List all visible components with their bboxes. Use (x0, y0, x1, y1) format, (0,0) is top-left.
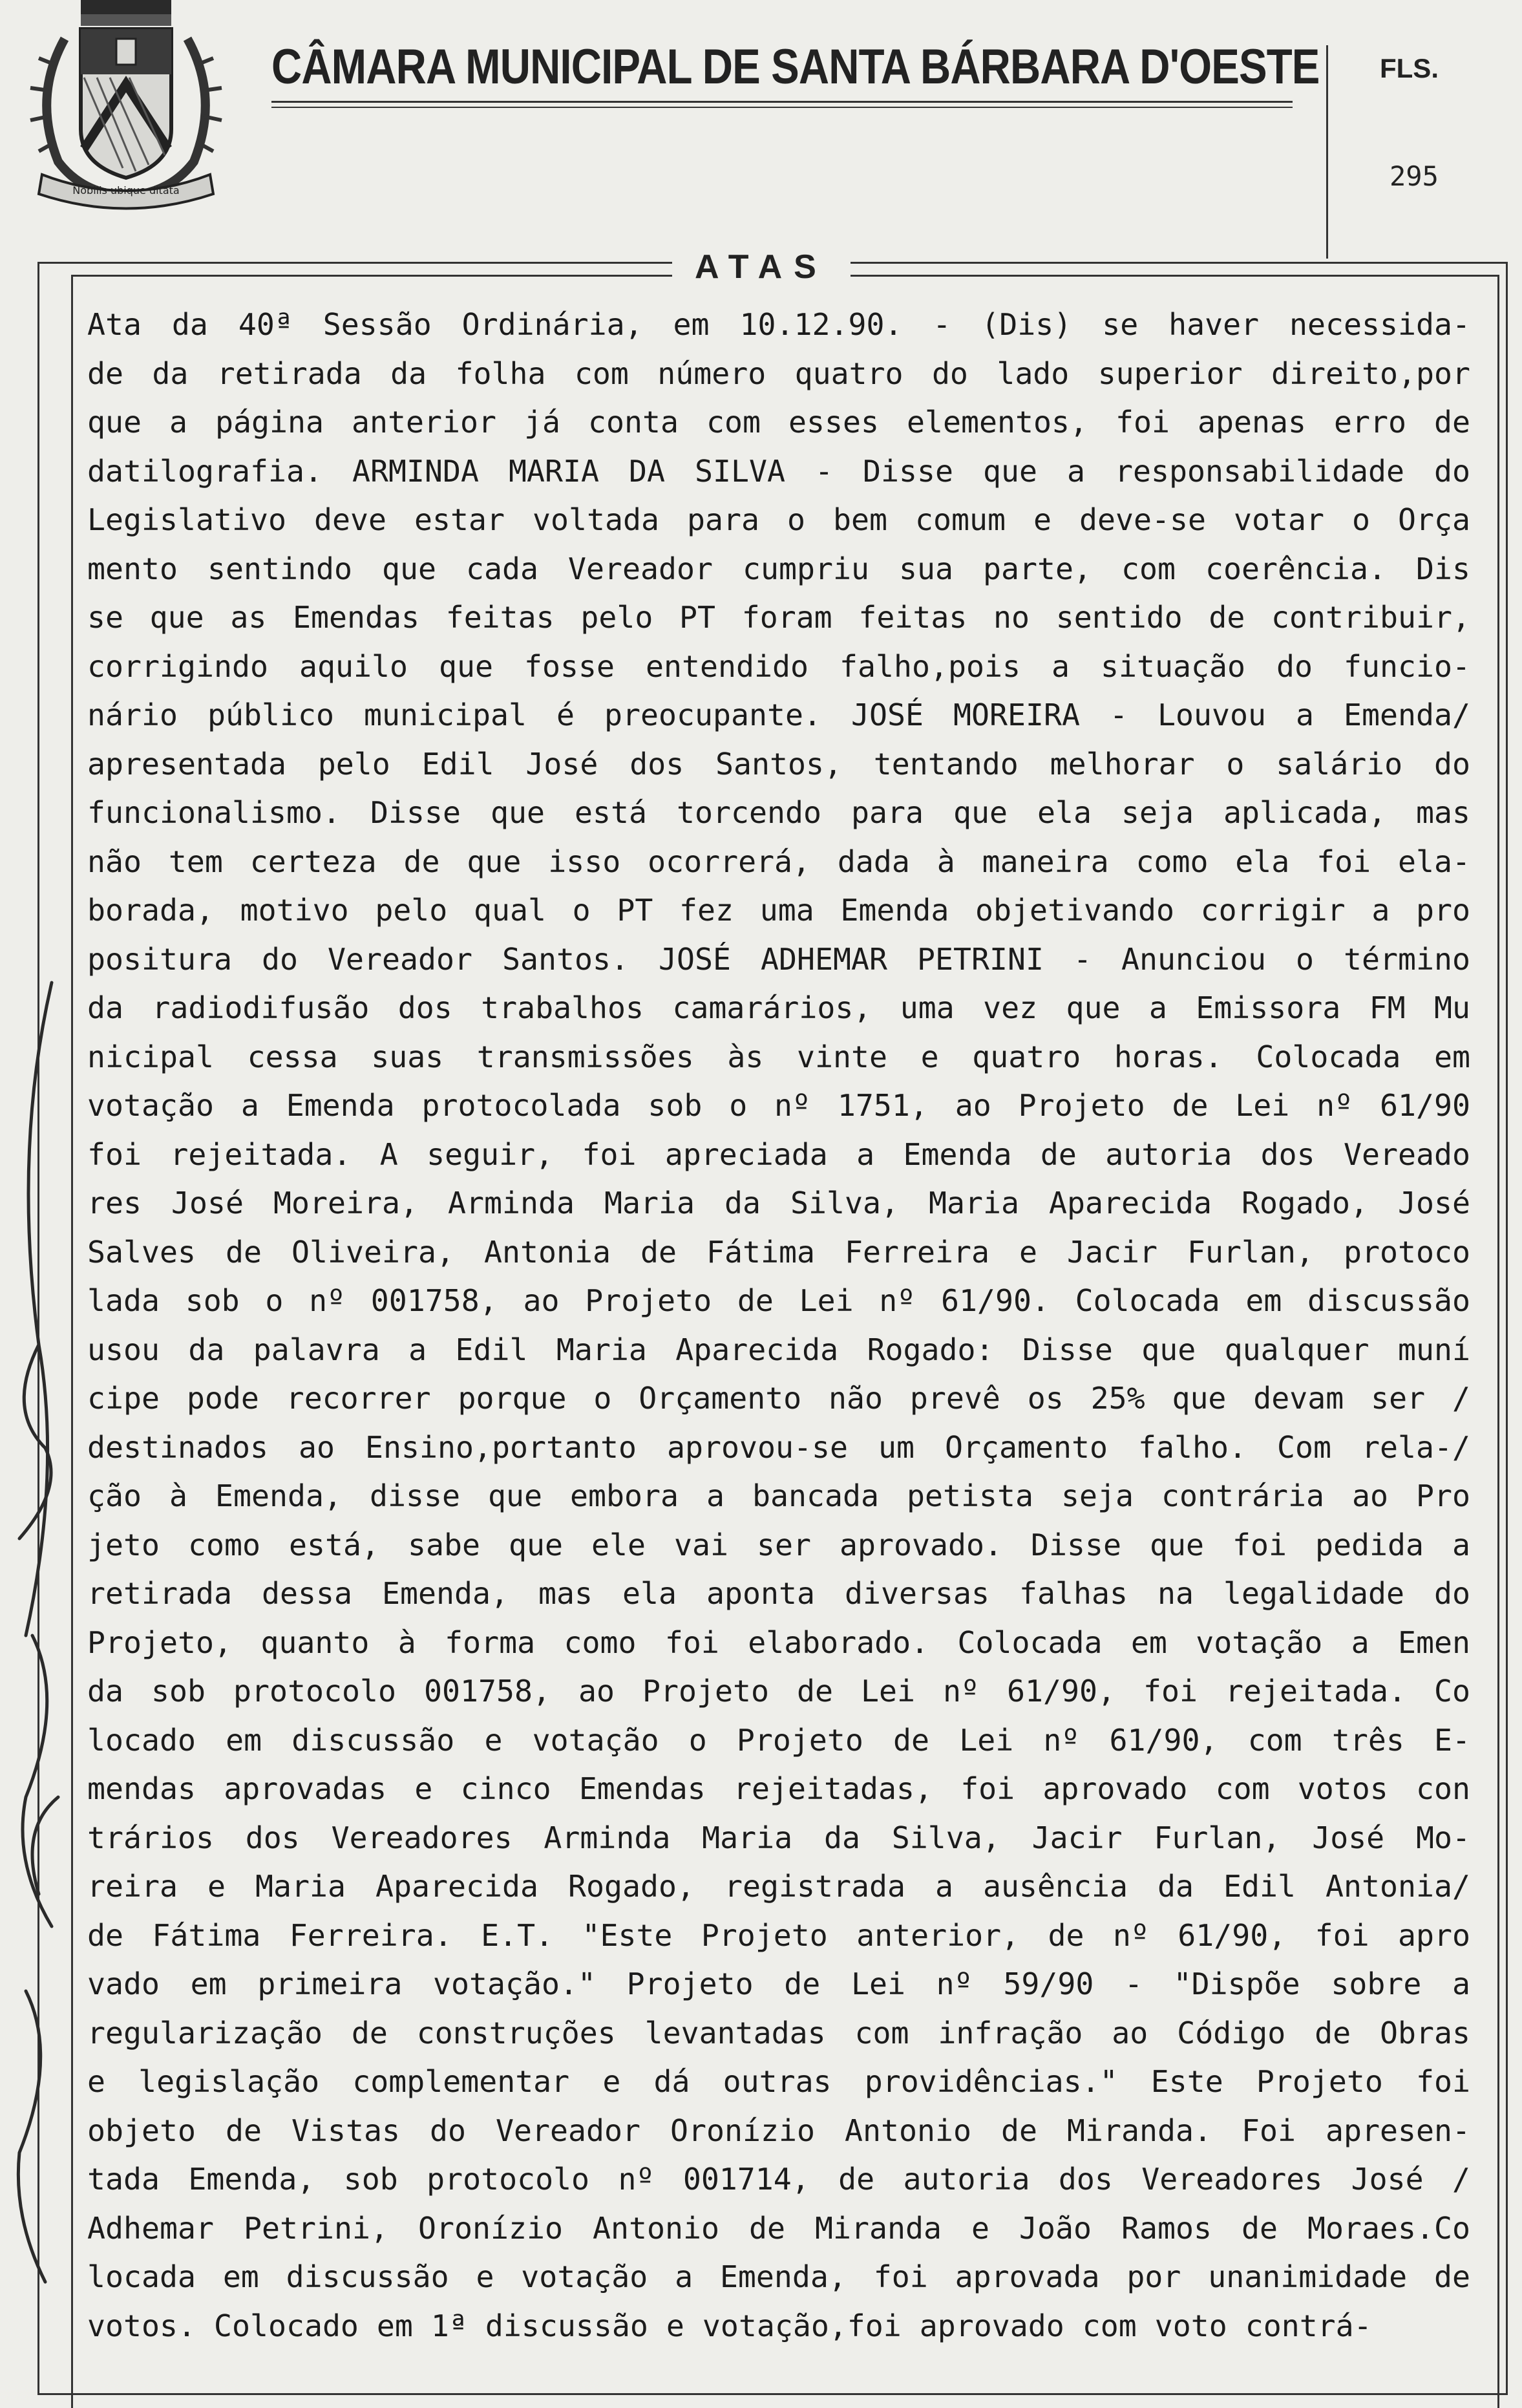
text-line: nicipal cessa suas transmissões às vinte e quatro horas. Colocada em (87, 1039, 1470, 1074)
text-line: de Fátima Ferreira. E.T. "Este Projeto anterior, de nº 61/90, foi apro (87, 1917, 1470, 1953)
text-line: Ata da 40ª Sessão Ordinária, em 10.12.90. - (Dis) se haver necessida- (87, 307, 1470, 342)
text-line: Legislativo deve estar voltada para o bem comum e deve-se votar o Orça (87, 502, 1470, 537)
text-line: de da retirada da folha com número quatro do lado superior direito,por (87, 356, 1470, 391)
text-line: que a página anterior já conta com esses elementos, foi apenas erro de (87, 405, 1470, 440)
text-line: tada Emenda, sob protocolo nº 001714, de autoria dos Vereadores José / (87, 2162, 1470, 2197)
text-line: da sob protocolo 001758, ao Projeto de Lei nº 61/90, foi rejeitada. Co (87, 1674, 1470, 1709)
text-line: destinados ao Ensino,portanto aprovou-se um Orçamento falho. Com rela-/ (87, 1429, 1470, 1465)
text-line: corrigindo aquilo que fosse entendido falho,pois a situação do funcio- (87, 648, 1470, 684)
text-line: não tem certeza de que isso ocorrerá, dada à maneira como ela foi ela- (87, 844, 1470, 879)
header-rule (271, 101, 1293, 103)
text-line: se que as Emendas feitas pelo PT foram feitas no sentido de contribuir, (87, 600, 1470, 635)
text-line: lada sob o nº 001758, ao Projeto de Lei nº 61/90. Colocada em discussão (87, 1283, 1470, 1318)
text-line: objeto de Vistas do Vereador Oronízio Antonio de Miranda. Foi apresen- (87, 2113, 1470, 2148)
text-line: e legislação complementar e dá outras providências." Este Projeto foi (87, 2064, 1470, 2099)
folio-number: 295 (1390, 160, 1439, 192)
text-line: votos. Colocado em 1ª discussão e votação,foi aprovado com voto contrá- (87, 2308, 1372, 2343)
text-line: borada, motivo pelo qual o PT fez uma Emenda objetivando corrigir a pro (87, 893, 1470, 928)
text-line: usou da palavra a Edil Maria Aparecida Rogado: Disse que qualquer muní (87, 1332, 1470, 1367)
text-line: retirada dessa Emenda, mas ela aponta diversas falhas na legalidade do (87, 1576, 1470, 1611)
text-line: funcionalismo. Disse que está torcendo para que ela seja aplicada, mas (87, 795, 1470, 830)
document-body (87, 301, 1470, 2350)
text-line: ção à Emenda, disse que embora a bancada petista seja contrária ao Pro (87, 1478, 1470, 1513)
header-rule-secondary (271, 107, 1293, 108)
text-line: mento sentindo que cada Vereador cumpriu sua parte, com coerência. Dis (87, 551, 1470, 586)
text-line: trários dos Vereadores Arminda Maria da Silva, Jacir Furlan, José Mo- (87, 1820, 1470, 1855)
text-line: positura do Vereador Santos. JOSÉ ADHEMAR PETRINI - Anunciou o término (87, 941, 1470, 977)
text-line: vado em primeira votação." Projeto de Lei nº 59/90 - "Dispõe sobre a (87, 1966, 1470, 2001)
header-title: CÂMARA MUNICIPAL DE SANTA BÁRBARA D'OESTE (271, 39, 1320, 94)
folio-label: FLS. (1380, 53, 1439, 83)
section-title: ATAS (672, 248, 851, 286)
text-line: foi rejeitada. A seguir, foi apreciada a Emenda de autoria dos Vereado (87, 1136, 1470, 1172)
text-line: datilografia. ARMINDA MARIA DA SILVA - Disse que a responsabilidade do (87, 453, 1470, 489)
text-line: reira e Maria Aparecida Rogado, registrada a ausência da Edil Antonia/ (87, 1869, 1470, 1904)
fls-divider (1326, 45, 1328, 259)
text-line: regularização de construções levantadas com infração ao Código de Obras (87, 2015, 1470, 2051)
text-line: votação a Emenda protocolada sob o nº 1751, ao Projeto de Lei nº 61/90 (87, 1088, 1470, 1123)
text-line: mendas aprovadas e cinco Emendas rejeitadas, foi aprovado com votos con (87, 1771, 1470, 1806)
text-line: jeto como está, sabe que ele vai ser aprovado. Disse que foi pedida a (87, 1527, 1470, 1562)
text-line: Adhemar Petrini, Oronízio Antonio de Miranda e João Ramos de Moraes.Co (87, 2210, 1470, 2246)
text-line: nário público municipal é preocupante. JOSÉ MOREIRA - Louvou a Emenda/ (87, 698, 1470, 732)
text-line: cipe pode recorrer porque o Orçamento não prevê os 25% que devam ser / (87, 1381, 1470, 1416)
text-line: da radiodifusão dos trabalhos camarários, uma vez que a Emissora FM Mu (87, 990, 1470, 1025)
crest-motto: Nobilis ubique ditata (72, 184, 180, 197)
margin-signature-icon (0, 957, 78, 2314)
text-line: locada em discussão e votação a Emenda, foi aprovada por unanimidade de (87, 2259, 1470, 2294)
text-line: locado em discussão e votação o Projeto de Lei nº 61/90, com três E- (87, 1722, 1470, 1758)
municipal-crest-icon (19, 0, 233, 213)
text-line: res José Moreira, Arminda Maria da Silva, Maria Aparecida Rogado, José (87, 1186, 1470, 1220)
text-line: Projeto, quanto à forma como foi elaborado. Colocada em votação a Emen (87, 1625, 1470, 1660)
text-line: Salves de Oliveira, Antonia de Fátima Ferreira e Jacir Furlan, protoco (87, 1234, 1470, 1270)
text-line: apresentada pelo Edil José dos Santos, tentando melhorar o salário do (87, 746, 1470, 782)
